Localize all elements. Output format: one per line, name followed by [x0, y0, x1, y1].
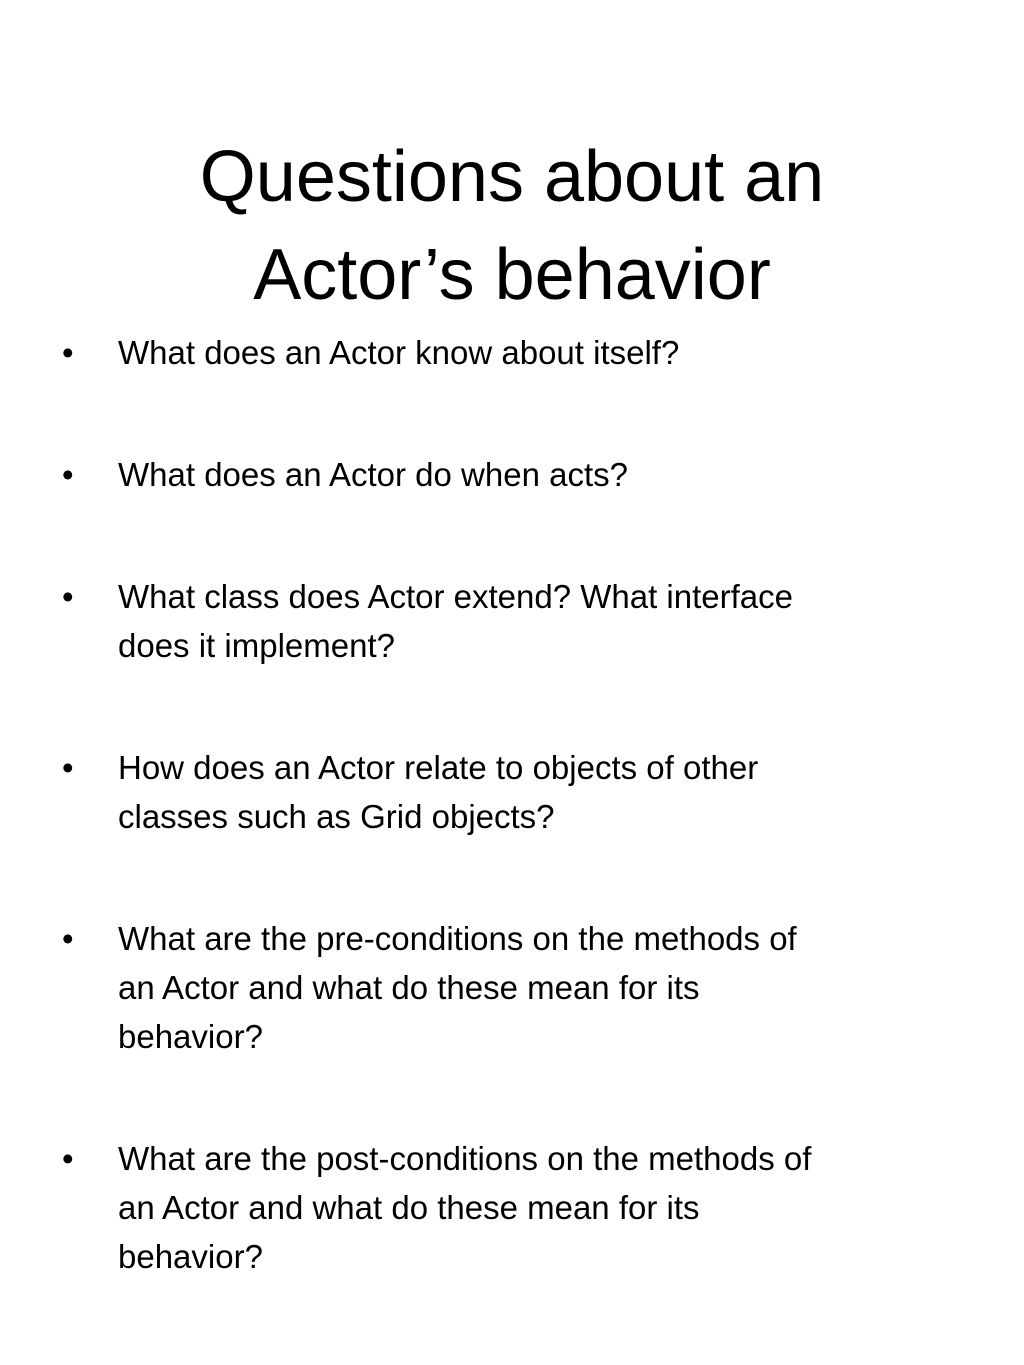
bullet-text: [118, 572, 962, 670]
bullet-line: behavior?: [118, 1018, 263, 1055]
title-line-2: Actor’s behavior: [253, 235, 771, 316]
bullet-item: [62, 1134, 962, 1281]
bullet-line: behavior?: [118, 1238, 263, 1275]
bullet-text: [118, 1134, 962, 1281]
bullet-text: [118, 743, 962, 841]
bullet-item: [62, 572, 962, 670]
bullet-text: [118, 914, 962, 1061]
bullet-icon: •: [62, 578, 74, 615]
bullet-icon: •: [62, 456, 74, 493]
slide-title: [0, 128, 1024, 324]
bullet-icon: •: [62, 749, 74, 786]
bullet-line: What class does Actor extend? What interface: [118, 578, 794, 615]
bullet-icon: •: [62, 334, 74, 371]
bullet-line: an Actor and what do these mean for its: [118, 1189, 700, 1226]
bullet-line: does it implement?: [118, 627, 395, 664]
bullet-line: What are the pre-conditions on the methods of: [118, 920, 797, 957]
bullet-line: What does an Actor do when acts?: [118, 456, 628, 493]
bullet-item: [62, 450, 962, 499]
bullet-line: How does an Actor relate to objects of other: [118, 749, 759, 786]
bullet-item: [62, 328, 962, 377]
bullet-text: [118, 328, 962, 377]
bullet-line: classes such as Grid objects?: [118, 798, 555, 835]
bullet-icon: •: [62, 1140, 74, 1177]
bullet-list: [62, 328, 962, 1281]
bullet-line: What does an Actor know about itself?: [118, 334, 680, 371]
bullet-icon: •: [62, 920, 74, 957]
bullet-line: What are the post-conditions on the methods of: [118, 1140, 812, 1177]
bullet-line: an Actor and what do these mean for its: [118, 969, 700, 1006]
bullet-item: [62, 914, 962, 1061]
title-line-1: Questions about an: [199, 137, 825, 218]
bullet-item: [62, 743, 962, 841]
bullet-text: [118, 450, 962, 499]
